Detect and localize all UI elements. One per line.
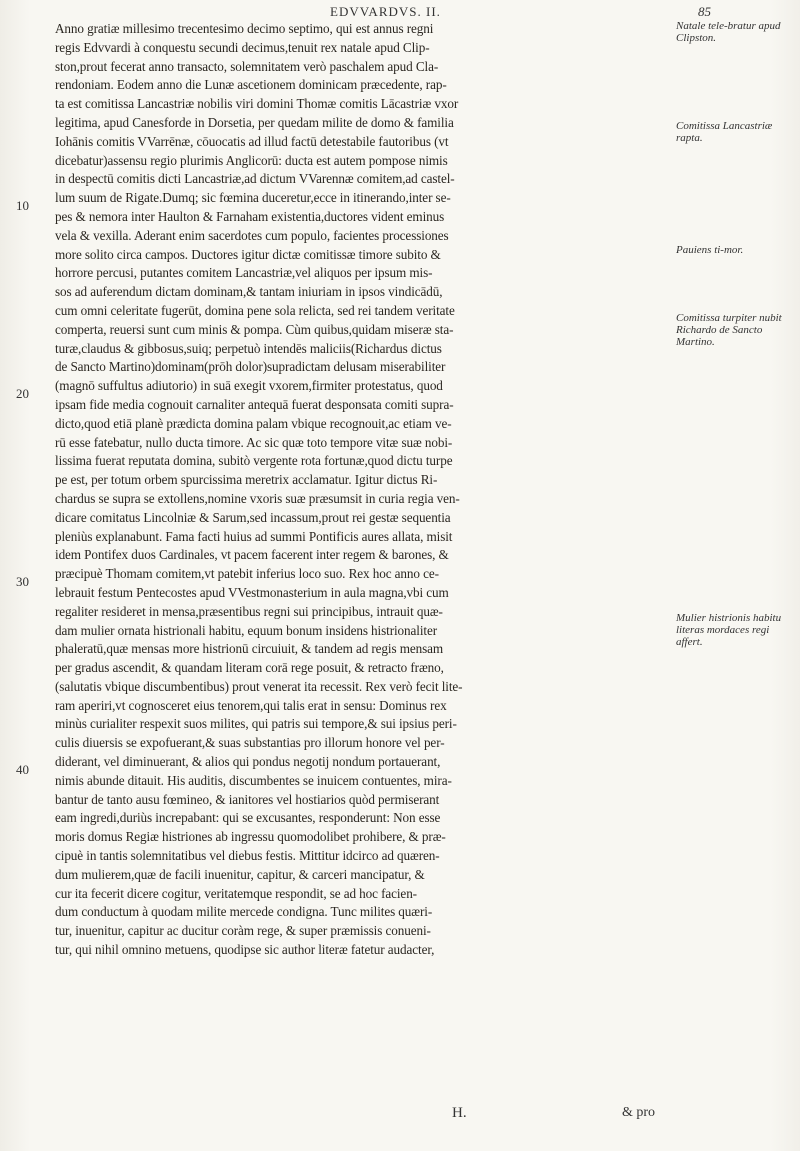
- text-line: pleniùs explanabunt. Fama facti huius ad summi Pontificis aures allata, misit: [55, 528, 453, 544]
- text-line: Iohānis comitis VVarrēnæ, cōuocatis ad illud factū detestabile fautoribus (vt: [55, 133, 449, 149]
- text-line: chardus se supra se extollens,nomine vxoris suæ præsumsit in curia regia ven-: [55, 490, 460, 506]
- text-line: moris domus Regiæ histriones ab ingressu quomodolibet prohibere, & præ-: [55, 829, 446, 845]
- margin-note: Natale tele-bratur apud Clipston.: [676, 20, 781, 44]
- text-line: lebrauit festum Pentecostes apud VVestmonasterium in aula magna,vbi cum: [55, 584, 449, 600]
- text-line: idem Pontifex duos Cardinales, vt pacem facerent inter regem & barones, &: [55, 547, 449, 563]
- text-line: ta est comitissa Lancastriæ nobilis viri domini Thomæ comitis Lācastriæ vxor: [55, 96, 459, 112]
- text-line: regaliter resideret in mensa,præsentibus regni sui principibus, intrauit quæ-: [55, 603, 443, 619]
- text-line: lissima fuerat reputata domina, subitò vergente rota fortunæ,quod dictu turpe: [55, 453, 453, 469]
- text-line: (salutatis vbique discumbentibus) prout venerat ita recessit. Rex verò fecit lite-: [55, 678, 463, 694]
- text-line: vela & vexilla. Aderant enim sacerdotes cum populo, facientes processiones: [55, 227, 449, 243]
- text-line: de Sancto Martino)dominam(prōh dolor)supradictam delusam miserabiliter: [55, 359, 446, 375]
- running-head: EDVVARDVS. II.: [330, 4, 441, 19]
- text-line: comperta, reuersi sunt cum minis & pompa. Cùm quibus,quidam miseræ sta-: [55, 321, 454, 337]
- line-number: 20: [16, 386, 29, 401]
- text-line: rendoniam. Eodem anno die Lunæ ascetionem dominicam præcedente, rap-: [55, 77, 447, 93]
- text-line: bantur de tanto ausu fœmineo, & ianitores vel hostiarios quòd permiserant: [55, 791, 440, 807]
- text-line: tur, qui nihil omnino metuens, quodipse sic author literæ fatetur audacter,: [55, 942, 435, 958]
- text-line: in despectū comitis dicti Lancastriæ,ad dictum VVarennæ comitem,ad castel-: [55, 171, 455, 187]
- line-number: 30: [16, 574, 29, 589]
- text-line: (magnō suffultus adiutorio) in suā exegit vxorem,firmiter protestatus, quod: [55, 378, 443, 394]
- text-line: more solito circa campos. Ductores igitur dictæ comitissæ timore subito &: [55, 246, 441, 262]
- text-line: tur, inuenitur, capitur ac ducitur coràm rege, & super præmissis conueni-: [55, 923, 431, 939]
- margin-note: Mulier histrionis habitu literas mordaces regi affert.: [676, 612, 782, 648]
- text-line: turæ,claudus & gibbosus,suiq; perpetuò intendēs maliciis(Richardus dictus: [55, 340, 442, 356]
- text-line: per gradus ascendit, & quandam literam corā rege posuit, & retracto fræno,: [55, 660, 444, 676]
- text-line: ston,prout fecerat anno transacto, solemnitatem verò paschalem apud Cla-: [55, 58, 439, 74]
- line-number: 10: [16, 198, 29, 213]
- margin-note: Pauiens ti-mor.: [676, 244, 744, 256]
- text-line: cum omni celeritate fugerūt, domina pene sola relicta, sed rei tandem veritate: [55, 302, 455, 318]
- text-line: diderant, vel diminuerant, & alios qui pondus negotij nondum portauerant,: [55, 754, 441, 770]
- text-line: ipsam fide media cognouit carnaliter antequā fuerat desponsata comiti supra-: [55, 396, 454, 412]
- text-line: dum mulierem,quæ de facili inuenitur, capitur, & carceri mancipatur, &: [55, 866, 425, 882]
- text-line: lum suum de Rigate.Dumq; sic fœmina duceretur,ecce in itinerando,inter se-: [55, 190, 451, 206]
- text-line: dum conductum à quodam milite mercede condigna. Tunc milites quæri-: [55, 904, 433, 920]
- text-line: sos ad auferendum dictam dominam,& tantam iniuriam in ipsos vindicādū,: [55, 284, 443, 300]
- margin-note: Comitissa turpiter nubit Richardo de Sancto Martino.: [676, 312, 782, 348]
- text-line: horrore percusi, putantes comitem Lancastriæ,vel aliquos per ipsum mis-: [55, 265, 433, 281]
- text-line: cipuè in tantis solemnitatibus vel diebus festis. Mittitur idcirco ad quæren-: [55, 848, 440, 864]
- text-line: minùs curialiter respexit suos milites, qui patris sui tempore,& sui ipsius peri-: [55, 716, 457, 732]
- text-line: dicare comitatus Lincolniæ & Sarum,sed incassum,prout rei gestæ sequentia: [55, 509, 451, 525]
- text-line: cur ita fecerit dicere cogitur, veritatemque respondit, se ad hoc facien-: [55, 885, 417, 901]
- line-number: 40: [16, 762, 29, 777]
- signature-mark: H.: [452, 1105, 467, 1121]
- text-line: phaleratū,quæ mensas more histrionū circuiuit, & tandem ad regis mensam: [55, 641, 444, 657]
- text-line: dam mulier ornata histrionali habitu, equum bonum insidens histrionaliter: [55, 622, 438, 638]
- catchword: & pro: [622, 1105, 656, 1120]
- main-text: [55, 20, 675, 960]
- text-line: eam ingredi,duriùs increpabant: qui se excusantes, responderunt: Non esse: [55, 810, 441, 826]
- text-line: ram aperiri,vt cognosceret eius tenorem,qui talis erat in sensu: Dominus rex: [55, 697, 447, 713]
- text-line: præcipuè Thomam comitem,vt patebit inferius loco suo. Rex hoc anno ce-: [55, 566, 439, 582]
- text-line: pes & nemora inter Haulton & Farnaham existentia,ductores vident eminus: [55, 208, 445, 224]
- text-line: regis Edvvardi à conquestu secundi decimus,tenuit rex natale apud Clip-: [55, 39, 430, 55]
- text-line: culis diuersis se expofuerant,& suas substantias pro illorum honore vel per-: [55, 735, 445, 751]
- page-footer: [0, 1105, 800, 1135]
- text-line: dicebatur)assensu regio plurimis Anglicorū: ducta est autem pompose nimis: [55, 152, 448, 168]
- text-line: rū esse fatebatur, nullo ducta timore. Ac sic quæ toto tempore vitæ suæ nobi-: [55, 434, 453, 450]
- text-line: pe est, per totum orbem spurcissima meretrix acclamatur. Igitur dictus Ri-: [55, 472, 438, 488]
- text-line: legitima, apud Canesforde in Dorsetia, per quedam milite de domo & familia: [55, 114, 454, 130]
- text-line: Anno gratiæ millesimo trecentesimo decimo septimo, qui est annus regni: [55, 21, 434, 36]
- margin-note: Comitissa Lancastriæ rapta.: [676, 120, 773, 144]
- text-line: nimis abunde ditauit. His auditis, discumbentes se inuicem contuentes, mira-: [55, 772, 452, 788]
- page-number: 85: [698, 4, 711, 19]
- text-line: dicto,quod etiā planè prædicta domina palam vbique recognouit,ac etiam ve-: [55, 415, 452, 431]
